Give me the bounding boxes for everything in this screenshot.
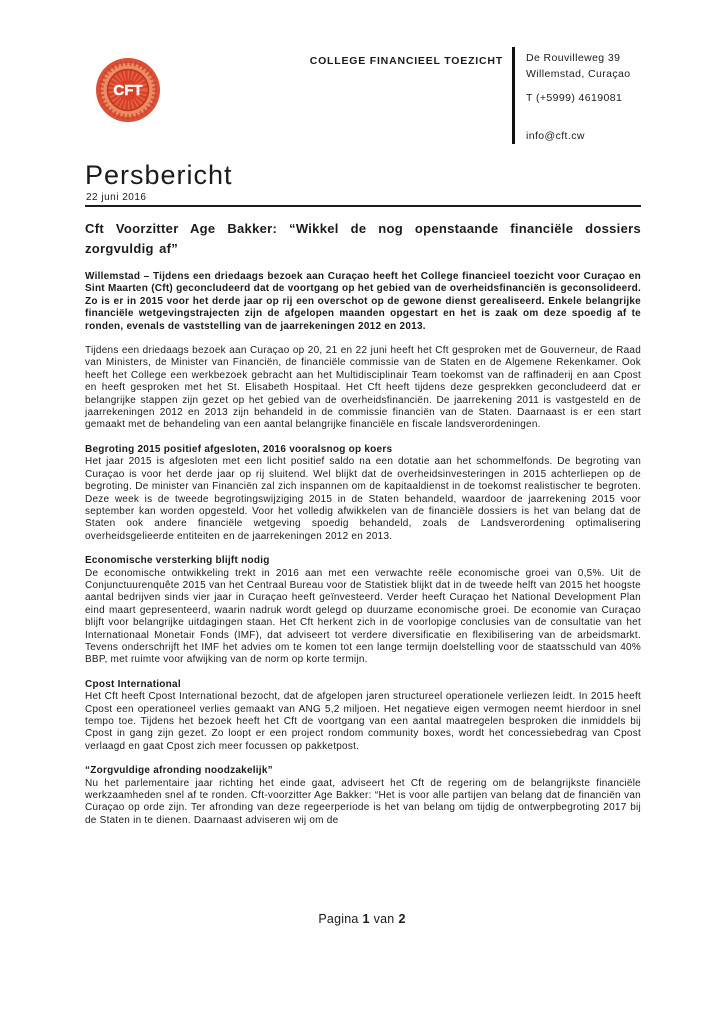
footer-total-pages: 2 xyxy=(398,912,406,926)
section-heading-begroting: Begroting 2015 positief afgesloten, 2016 vooralsnog op koers xyxy=(85,443,393,455)
header-divider xyxy=(512,47,515,144)
cft-seal-icon xyxy=(94,56,162,124)
organization-name: COLLEGE FINANCIEEL TOEZICHT xyxy=(309,55,503,67)
contact-block xyxy=(526,51,630,144)
logo-text: CFT xyxy=(113,82,143,99)
footer-word-of: van xyxy=(373,912,395,926)
email-address: info@cft.cw xyxy=(526,129,585,142)
document-date: 22 juni 2016 xyxy=(86,192,147,203)
section-heading-afronding: “Zorgvuldige afronding noodzakelijk” xyxy=(85,765,273,777)
paragraph: Nu het parlementaire jaar richting het einde gaat, adviseert het Cft de regering om de belangrijkste financiële werkzaamheden snel af te ronden. Cft-voorzitter Age Bakker: “Het is voor alle partijen van belang dat de financiën van Curaçao op orde zijn. Ter afronding van deze regeerperiode is het van belang om tijdig de ontwerpbegroting 2017 bij de Staten in te dienen. Daarnaast adviseren wij om de xyxy=(85,777,641,826)
paragraph: De economische ontwikkeling trekt in 2016 aan met een verwachte reële economische groei van 0,5%. Uit de Conjunctuurenquête 2015 van het Centraal Bureau voor de Statistiek blijkt dat in de tweede helft van 2015 het hoogste aantal bedrijven sinds vier jaar in Curaçao heeft geïnvesteerd. Verder heeft Curaçao het National Development Plan eind maart gepresenteerd, waarin nadruk wordt gelegd op duurzame economische groei. De economie van Curaçao blijft voor belangrijke uitdagingen staan. Het Cft herkent zich in de voorlopige conclusies van de consultatie van het Internationaal Monetair Fonds (IMF), dat adviseert tot verdere diversificatie en flexibilisering van de arbeidsmarkt. Tevens onderschrijft het IMF het advies om te komen tot een lange termijn doelstelling voor de staatsschuld van 40% BBP, met ruimte voor afwijking van de norm op korte termijn. xyxy=(85,567,641,666)
document-title: Persbericht xyxy=(85,160,233,190)
section-heading-economie: Economische versterking blijft nodig xyxy=(85,555,270,567)
paragraph: Tijdens een driedaags bezoek aan Curaçao op 20, 21 en 22 juni heeft het Cft gesproken met de Gouverneur, de Raad van Ministers, de Minister van Financiën, de financiële commissie van de Staten en de Algemene Rekenkamer. Ook heeft het College een werkbezoek gebracht aan het Multidisciplinair Team toekomst van de raffinaderij en aan Cpost en heeft gesproken met het St. Elisabeth Hospitaal. Het Cft heeft tijdens deze gesprekken geconcludeerd dat er belangrijke stappen zijn gezet op het gebied van de overheidsfinanciën. De jaarrekening 2011 is vastgesteld en de jaarrekeningen 2012 en 2013 zijn behandeld in de commissie financiën van de Staten. Daarnaast is er een start gemaakt met de behandeling van een aantal belangrijke financiële en fiscale landsverordeningen. xyxy=(85,345,641,431)
footer-word-page: Pagina xyxy=(318,912,359,926)
headline: Cft Voorzitter Age Bakker: “Wikkel de nog openstaande financiële dossiers zorgvuldig af” xyxy=(85,221,641,256)
paragraph: Het jaar 2015 is afgesloten met een licht positief saldo na een dotatie aan het schommelfonds. De begroting van Curaçao is voor het derde jaar op rij sluitend. Wel blijkt dat de overheidsinvesteringen in 2015 achterliepen op de begroting. De minister van Financiën zal zich inspannen om de kapitaaldienst in de toekomst realistischer te begroten. Deze week is de tweede begrotingswijziging 2015 in de Staten behandeld, waardoor de jaarrekening 2015 voor september kan worden opgesteld. Voor het volledig afwikkelen van de financiële dossiers is het van belang dat de Staten ook andere financiële wetgeving spoedig behandeld, zoals de Landsverordening optimalisering overheidsgelieerde entiteiten en de jaarrekeningen 2012 en 2013. xyxy=(85,456,641,542)
paragraph: Het Cft heeft Cpost International bezocht, dat de afgelopen jaren structureel operationele verliezen leidt. In 2015 heeft Cpost een operationeel verlies gemaakt van ANG 5,2 miljoen. Het negatieve eigen vermogen neemt hierdoor in snel tempo toe. Tijdens het bezoek heeft het Cft de voortgang van een aantal maatregelen besproken die inmiddels bij Cpost in gang zijn gezet. Zo loopt er een project rondom community boxes, wordt het concessiebedrag van Cpost verlaagd en gaat Cpost zich meer focussen op pakketpost. xyxy=(85,691,641,752)
phone-number: T (+5999) 4619081 xyxy=(526,92,623,104)
section-heading-cpost: Cpost International xyxy=(85,678,181,690)
lead-paragraph: Willemstad – Tijdens een driedaags bezoek aan Curaçao heeft het College financieel toezicht voor Curaçao en Sint Maarten (Cft) geconcludeerd dat de voortgang op het gebied van de overheidsfinanciën is geconsolideerd. Zo is er in 2015 voor het derde jaar op rij een overschot op de gewone dienst gerealiseerd. Enkele belangrijke financiële wetgevingstrajecten zijn de afgelopen maanden opgestart en het is zaak om deze spoedig af te ronden, evenals de vaststelling van de jaarrekeningen 2012 en 2013. xyxy=(85,271,641,332)
title-rule xyxy=(85,205,641,207)
cft-logo xyxy=(94,56,162,124)
address-line-2: Willemstad, Curaçao xyxy=(526,67,631,80)
footer-current-page: 1 xyxy=(362,912,370,926)
page-footer xyxy=(0,912,724,926)
document-body xyxy=(85,219,641,839)
address-line-1: De Rouvilleweg 39 xyxy=(526,52,621,64)
